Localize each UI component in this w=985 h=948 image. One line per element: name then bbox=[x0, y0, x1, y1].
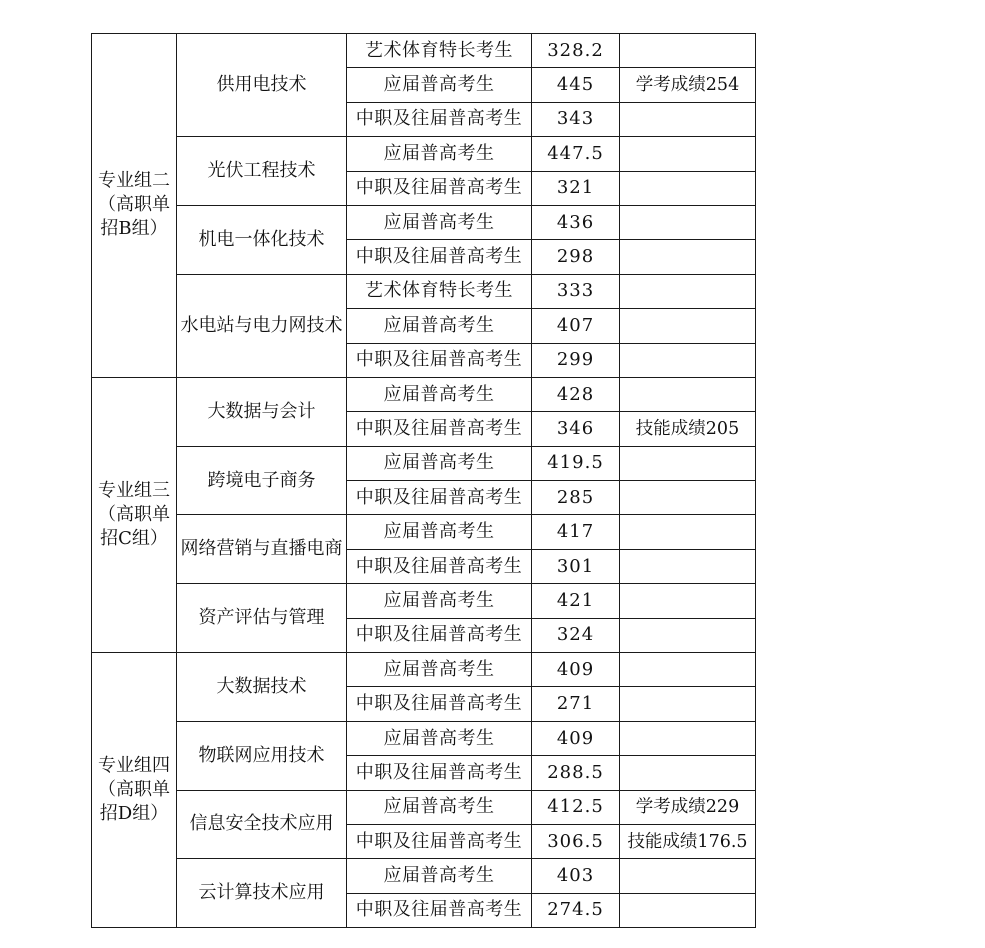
table-row bbox=[92, 515, 756, 549]
major-name-cell: 物联网应用技术 bbox=[177, 721, 347, 790]
score-cell: 407 bbox=[532, 309, 620, 343]
table-row bbox=[92, 859, 756, 893]
candidate-type-cell: 应届普高考生 bbox=[347, 137, 532, 171]
candidate-type-cell: 应届普高考生 bbox=[347, 859, 532, 893]
note-cell bbox=[620, 859, 756, 893]
major-name-cell: 网络营销与直播电商 bbox=[177, 515, 347, 584]
note-cell: 学考成绩229 bbox=[620, 790, 756, 824]
candidate-type-cell: 应届普高考生 bbox=[347, 653, 532, 687]
note-cell bbox=[620, 584, 756, 618]
candidate-type-cell: 应届普高考生 bbox=[347, 377, 532, 411]
candidate-type-cell: 艺术体育特长考生 bbox=[347, 274, 532, 308]
candidate-type-cell: 中职及往届普高考生 bbox=[347, 481, 532, 515]
candidate-type-cell: 中职及往届普高考生 bbox=[347, 412, 532, 446]
score-cell: 274.5 bbox=[532, 893, 620, 927]
major-name-cell: 资产评估与管理 bbox=[177, 584, 347, 653]
score-cell: 436 bbox=[532, 205, 620, 239]
candidate-type-cell: 中职及往届普高考生 bbox=[347, 549, 532, 583]
candidate-type-cell: 应届普高考生 bbox=[347, 68, 532, 102]
score-cell: 447.5 bbox=[532, 137, 620, 171]
note-cell bbox=[620, 240, 756, 274]
candidate-type-cell: 应届普高考生 bbox=[347, 515, 532, 549]
group-name-cell: 专业组三（高职单招C组） bbox=[92, 377, 177, 652]
score-cell: 298 bbox=[532, 240, 620, 274]
candidate-type-cell: 中职及往届普高考生 bbox=[347, 756, 532, 790]
table-row bbox=[92, 205, 756, 239]
group-name-cell: 专业组二（高职单招B组） bbox=[92, 34, 177, 378]
candidate-type-cell: 中职及往届普高考生 bbox=[347, 240, 532, 274]
table-row bbox=[92, 377, 756, 411]
table-row bbox=[92, 790, 756, 824]
major-name-cell: 光伏工程技术 bbox=[177, 137, 347, 206]
major-name-cell: 信息安全技术应用 bbox=[177, 790, 347, 859]
note-cell bbox=[620, 618, 756, 652]
major-name-cell: 机电一体化技术 bbox=[177, 205, 347, 274]
score-cell: 333 bbox=[532, 274, 620, 308]
major-name-cell: 云计算技术应用 bbox=[177, 859, 347, 928]
table-row bbox=[92, 721, 756, 755]
major-name-cell: 大数据与会计 bbox=[177, 377, 347, 446]
note-cell bbox=[620, 171, 756, 205]
note-cell bbox=[620, 756, 756, 790]
note-cell bbox=[620, 309, 756, 343]
score-cell: 417 bbox=[532, 515, 620, 549]
score-cell: 409 bbox=[532, 653, 620, 687]
candidate-type-cell: 应届普高考生 bbox=[347, 205, 532, 239]
candidate-type-cell: 中职及往届普高考生 bbox=[347, 687, 532, 721]
table-row bbox=[92, 34, 756, 68]
note-cell bbox=[620, 34, 756, 68]
note-cell bbox=[620, 653, 756, 687]
note-cell bbox=[620, 102, 756, 136]
note-cell bbox=[620, 549, 756, 583]
score-cell: 419.5 bbox=[532, 446, 620, 480]
candidate-type-cell: 应届普高考生 bbox=[347, 584, 532, 618]
major-name-cell: 大数据技术 bbox=[177, 653, 347, 722]
table-row bbox=[92, 653, 756, 687]
candidate-type-cell: 中职及往届普高考生 bbox=[347, 171, 532, 205]
note-cell: 技能成绩176.5 bbox=[620, 824, 756, 858]
note-cell: 技能成绩205 bbox=[620, 412, 756, 446]
score-cell: 328.2 bbox=[532, 34, 620, 68]
score-cell: 346 bbox=[532, 412, 620, 446]
note-cell bbox=[620, 377, 756, 411]
score-cell: 285 bbox=[532, 481, 620, 515]
note-cell bbox=[620, 343, 756, 377]
candidate-type-cell: 应届普高考生 bbox=[347, 309, 532, 343]
table-row bbox=[92, 446, 756, 480]
table-row bbox=[92, 274, 756, 308]
score-cell: 412.5 bbox=[532, 790, 620, 824]
score-cell: 288.5 bbox=[532, 756, 620, 790]
table-row bbox=[92, 137, 756, 171]
score-table-body bbox=[92, 34, 756, 928]
candidate-type-cell: 艺术体育特长考生 bbox=[347, 34, 532, 68]
candidate-type-cell: 中职及往届普高考生 bbox=[347, 893, 532, 927]
note-cell bbox=[620, 274, 756, 308]
score-cell: 343 bbox=[532, 102, 620, 136]
table-row bbox=[92, 584, 756, 618]
score-cell: 321 bbox=[532, 171, 620, 205]
note-cell bbox=[620, 137, 756, 171]
candidate-type-cell: 应届普高考生 bbox=[347, 790, 532, 824]
candidate-type-cell: 中职及往届普高考生 bbox=[347, 618, 532, 652]
major-name-cell: 水电站与电力网技术 bbox=[177, 274, 347, 377]
note-cell bbox=[620, 721, 756, 755]
candidate-type-cell: 应届普高考生 bbox=[347, 721, 532, 755]
note-cell bbox=[620, 205, 756, 239]
group-name-cell: 专业组四（高职单招D组） bbox=[92, 653, 177, 928]
candidate-type-cell: 中职及往届普高考生 bbox=[347, 102, 532, 136]
score-cell: 409 bbox=[532, 721, 620, 755]
note-cell bbox=[620, 687, 756, 721]
candidate-type-cell: 中职及往届普高考生 bbox=[347, 343, 532, 377]
note-cell bbox=[620, 481, 756, 515]
candidate-type-cell: 中职及往届普高考生 bbox=[347, 824, 532, 858]
note-cell bbox=[620, 515, 756, 549]
note-cell: 学考成绩254 bbox=[620, 68, 756, 102]
note-cell bbox=[620, 893, 756, 927]
candidate-type-cell: 应届普高考生 bbox=[347, 446, 532, 480]
major-name-cell: 供用电技术 bbox=[177, 34, 347, 137]
score-cell: 403 bbox=[532, 859, 620, 893]
score-cell: 301 bbox=[532, 549, 620, 583]
score-cell: 445 bbox=[532, 68, 620, 102]
major-name-cell: 跨境电子商务 bbox=[177, 446, 347, 515]
score-cell: 306.5 bbox=[532, 824, 620, 858]
admission-score-table bbox=[91, 33, 756, 928]
score-cell: 421 bbox=[532, 584, 620, 618]
score-cell: 271 bbox=[532, 687, 620, 721]
note-cell bbox=[620, 446, 756, 480]
score-cell: 428 bbox=[532, 377, 620, 411]
score-cell: 299 bbox=[532, 343, 620, 377]
score-cell: 324 bbox=[532, 618, 620, 652]
